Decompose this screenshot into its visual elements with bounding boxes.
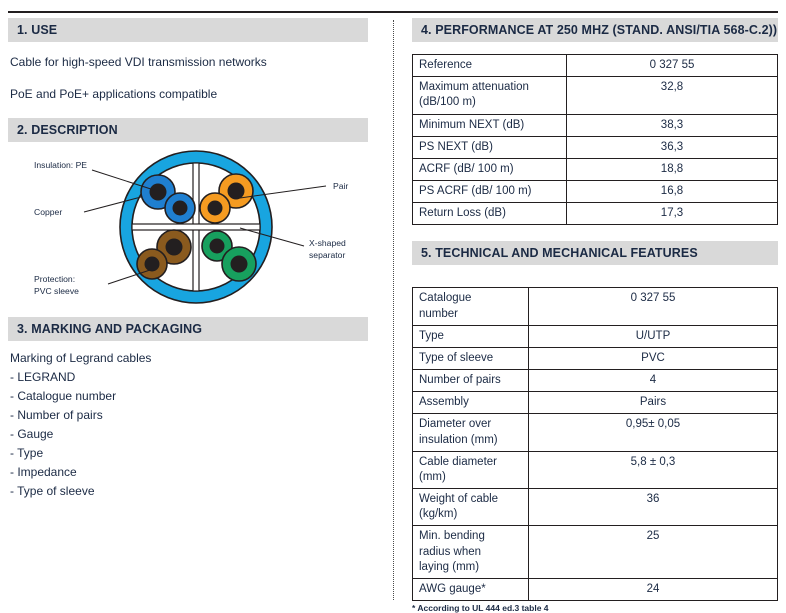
cable-cross-section-diagram — [8, 142, 382, 317]
perf-value: 17,3 — [567, 203, 778, 225]
perf-label: PS NEXT (dB) — [413, 136, 567, 158]
table-row — [413, 325, 778, 347]
table-row — [413, 392, 778, 414]
section-5-heading: 5. TECHNICAL AND MECHANICAL FEATURES — [412, 241, 778, 265]
technical-features-table — [412, 287, 778, 601]
perf-label: Minimum NEXT (dB) — [413, 114, 567, 136]
tech-label: AWG gauge* — [413, 578, 529, 600]
perf-label: Maximum attenuation (dB/100 m) — [413, 77, 567, 114]
table-row — [413, 181, 778, 203]
tech-value: 36 — [529, 489, 778, 526]
tech-label: Cable diameter (mm) — [413, 451, 529, 488]
tech-label: Type of sleeve — [413, 347, 529, 369]
label-insulation: Insulation: PE — [34, 160, 88, 171]
marking-item: - Catalogue number — [10, 389, 117, 404]
tech-label: Type — [413, 325, 529, 347]
table-row — [413, 526, 778, 579]
technical-table-footnote: * According to UL 444 ed.3 table 4 — [412, 603, 549, 613]
right-column — [412, 18, 778, 613]
table-row — [413, 347, 778, 369]
table-row — [413, 489, 778, 526]
section-1-heading: 1. USE — [8, 18, 368, 42]
table-row — [413, 288, 778, 325]
tech-value: PVC — [529, 347, 778, 369]
tech-value: 24 — [529, 578, 778, 600]
label-pair: Pair — [333, 181, 349, 192]
use-description-line-1: Cable for high-speed VDI transmission networks — [10, 55, 267, 69]
table-row — [413, 136, 778, 158]
table-row — [413, 158, 778, 180]
marking-item: - Number of pairs — [10, 408, 103, 423]
performance-table — [412, 54, 778, 225]
perf-value: 38,3 — [567, 114, 778, 136]
marking-item: - LEGRAND — [10, 370, 76, 385]
tech-value: 0,95± 0,05 — [529, 414, 778, 451]
tech-label: Min. bending radius when laying (mm) — [413, 526, 529, 579]
tech-value: 5,8 ± 0,3 — [529, 451, 778, 488]
table-row — [413, 578, 778, 600]
tech-label: Weight of cable (kg/km) — [413, 489, 529, 526]
perf-value: 16,8 — [567, 181, 778, 203]
table-row — [413, 414, 778, 451]
marking-item: - Gauge — [10, 427, 54, 442]
marking-list — [8, 349, 382, 501]
label-protection-line-1: Protection: — [34, 274, 76, 285]
table-row — [413, 77, 778, 114]
section-2-heading: 2. DESCRIPTION — [8, 118, 368, 142]
wire-pair-blue — [141, 175, 195, 223]
use-description-line-2: PoE and PoE+ applications compatible — [10, 87, 218, 102]
perf-value: 0 327 55 — [567, 55, 778, 77]
wire-pair-green — [202, 231, 256, 281]
wire-pair-orange — [200, 174, 253, 223]
label-separator-line-2: separator — [309, 250, 346, 261]
marking-item: - Type — [10, 446, 44, 461]
column-divider — [393, 20, 394, 600]
table-row — [413, 114, 778, 136]
marking-item: - Type of sleeve — [10, 484, 95, 499]
label-copper: Copper — [34, 207, 63, 218]
table-row — [413, 451, 778, 488]
tech-value: U/UTP — [529, 325, 778, 347]
label-separator-line-1: X-shaped — [309, 238, 346, 249]
perf-label: Return Loss (dB) — [413, 203, 567, 225]
tech-value: 4 — [529, 370, 778, 392]
table-row — [413, 370, 778, 392]
section-3-heading: 3. MARKING AND PACKAGING — [8, 317, 368, 341]
perf-label: Reference — [413, 55, 567, 77]
marking-intro: Marking of Legrand cables — [10, 351, 152, 366]
left-column — [8, 18, 382, 501]
perf-value: 32,8 — [567, 77, 778, 114]
top-divider-rule — [8, 11, 778, 13]
table-row — [413, 203, 778, 225]
label-protection-line-2: PVC sleeve — [34, 286, 79, 297]
tech-label: Number of pairs — [413, 370, 529, 392]
table-row — [413, 55, 778, 77]
tech-value: Pairs — [529, 392, 778, 414]
section-4-heading: 4. PERFORMANCE AT 250 MHZ (STAND. ANSI/TIA 568-C.2)) — [412, 18, 778, 42]
tech-value: 0 327 55 — [529, 288, 778, 325]
perf-value: 36,3 — [567, 136, 778, 158]
perf-label: PS ACRF (dB/ 100 m) — [413, 181, 567, 203]
tech-label: Diameter over insulation (mm) — [413, 414, 529, 451]
marking-item: - Impedance — [10, 465, 77, 480]
tech-label: Assembly — [413, 392, 529, 414]
perf-label: ACRF (dB/ 100 m) — [413, 158, 567, 180]
tech-value: 25 — [529, 526, 778, 579]
tech-label: Catalogue number — [413, 288, 529, 325]
perf-value: 18,8 — [567, 158, 778, 180]
